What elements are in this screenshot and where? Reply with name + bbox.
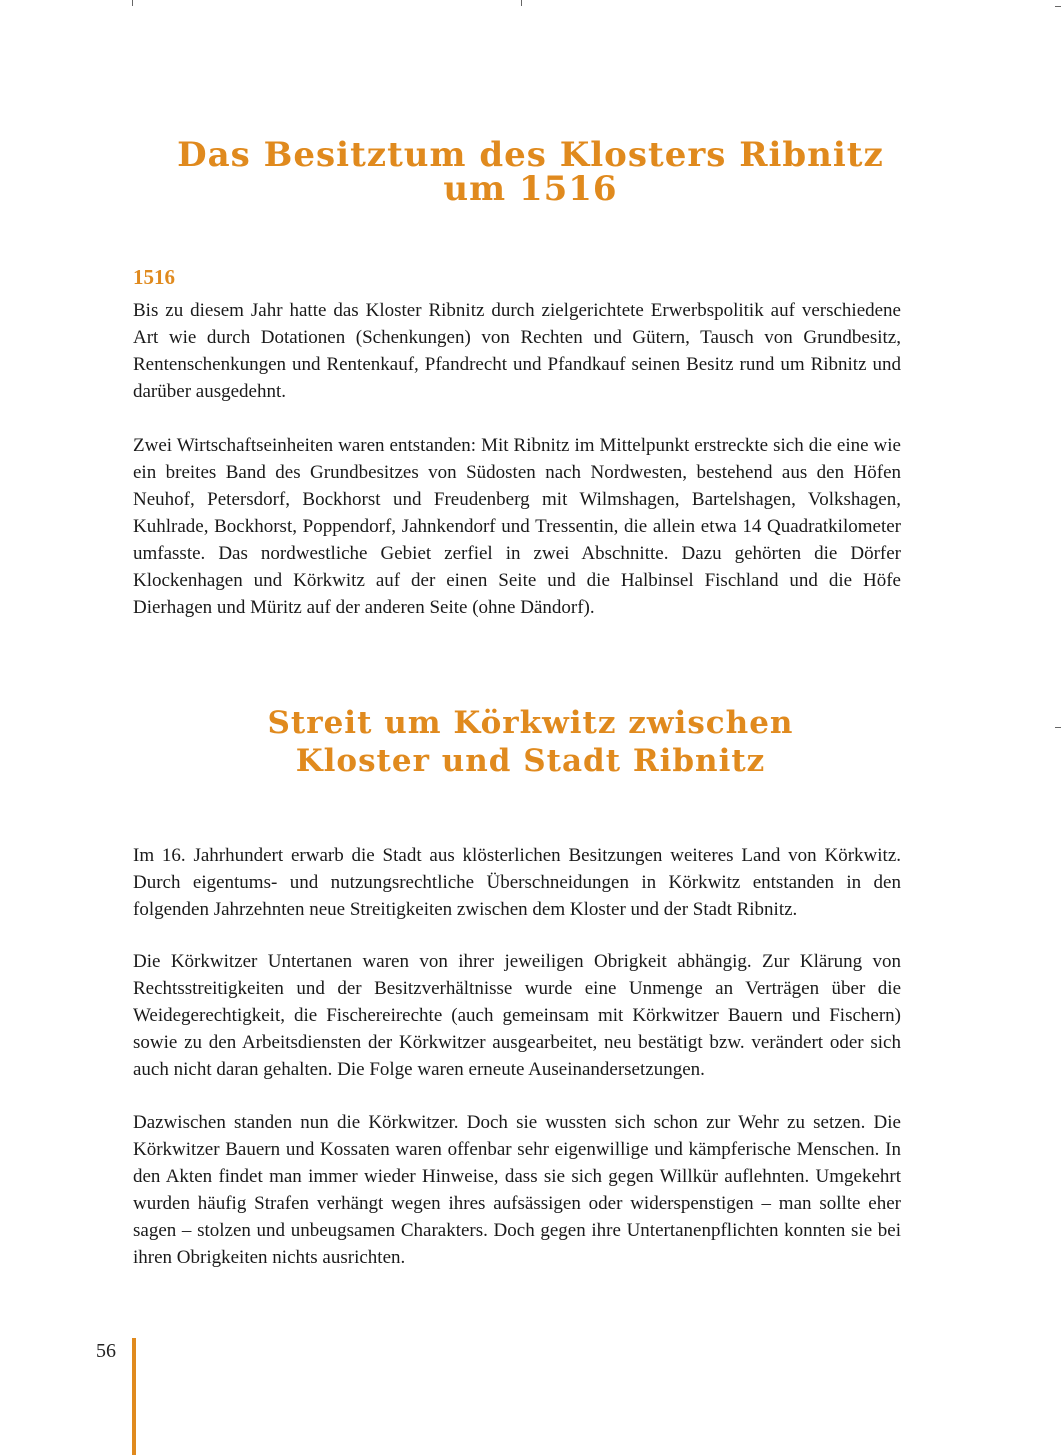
section-title-line: um 1516 — [443, 169, 618, 209]
section-title-streit — [0, 704, 1061, 780]
year-heading: 1516 — [133, 265, 175, 289]
section-title-line: Das Besitztum des Klosters Ribnitz — [177, 135, 884, 175]
margin-rule — [132, 1338, 136, 1455]
paragraph: Bis zu diesem Jahr hatte das Kloster Ribnitz durch zielgerichtete Erwerbspolitik auf verschiedene Art wie durch Dotationen (Schenkungen) von Rechten und Gütern, Tausch von Grundbesitz, Rentenschenkungen und Rentenkauf, Pfandrecht und Pfandkauf seinen Besitz rund um Ribnitz und darüber ausgedehnt. — [133, 300, 901, 402]
crop-mark-top-right — [521, 0, 522, 6]
page-number: 56 — [96, 1340, 116, 1362]
section-title-line: Kloster und Stadt Ribnitz — [295, 743, 766, 779]
section-title-line: Streit um Körkwitz zwischen — [267, 705, 794, 741]
paragraph: Dazwischen standen nun die Körkwitzer. Doch sie wussten sich schon zur Wehr zu setzen. Die Körkwitzer Bauern und Kossaten waren offenbar sehr eigenwillige und kämpferische Menschen. In den Akten findet man immer wieder Hinweise, dass sie sich gegen Willkür auflehnten. Umgekehrt wurden häufig Strafen verhängt wegen ihres aufsässigen oder widerspenstigen – man sollte eher sagen – stolzen und unbeugsamen Charakters. Doch gegen ihre Untertanenpflichten konnten sie bei ihren Obrigkeiten nichts ausrichten. — [133, 1112, 901, 1268]
paragraph: Die Körkwitzer Untertanen waren von ihrer jeweiligen Obrigkeit abhängig. Zur Klärung von Rechtsstreitigkeiten und der Besitzverhältnisse wurde eine Unmenge an Verträgen über die Weidegerechtigkeit, die Fischereirechte (auch gemeinsam mit Körkwitzer Bauern und Fischern) sowie zu den Arbeitsdiensten der Körkwitzer ausgearbeitet, neu bestätigt bzw. verändert oder sich auch nicht daran gehalten. Die Folge waren erneute Auseinandersetzungen. — [133, 951, 901, 1080]
section-title-besitztum — [0, 135, 1061, 209]
crop-mark-top-left — [132, 0, 133, 6]
paragraph: Zwei Wirtschaftseinheiten waren entstanden: Mit Ribnitz im Mittelpunkt erstreckte sich die eine wie ein breites Band des Grundbesitzes von Südosten nach Nordwesten, bestehend aus den Höfen Neuhof, Petersdorf, Bockhorst und Freudenberg mit Wilmshagen, Bartelshagen, Volkshagen, Kuhlrade, Bockhorst, Poppendorf, Jahnkendorf und Tressentin, die allein etwa 14 Quadratkilometer umfasste. Das nordwestliche Gebiet zerfiel in zwei Abschnitte. Dazu gehörten die Dörfer Klockenhagen und Körkwitz auf der einen Seite und die Halbinsel Fischland und die Höfe Dierhagen und Müritz auf der anderen Seite (ohne Dändorf). — [133, 435, 901, 618]
crop-mark-right-upper — [1055, 6, 1061, 7]
paragraph: Im 16. Jahrhundert erwarb die Stadt aus klösterlichen Besitzungen weiteres Land von Körkwitz. Durch eigentums- und nutzungsrechtliche Überschneidungen in Körkwitz entstanden in den folgenden Jahrzehnten neue Streitigkeiten zwischen dem Kloster und der Stadt Ribnitz. — [133, 845, 901, 920]
